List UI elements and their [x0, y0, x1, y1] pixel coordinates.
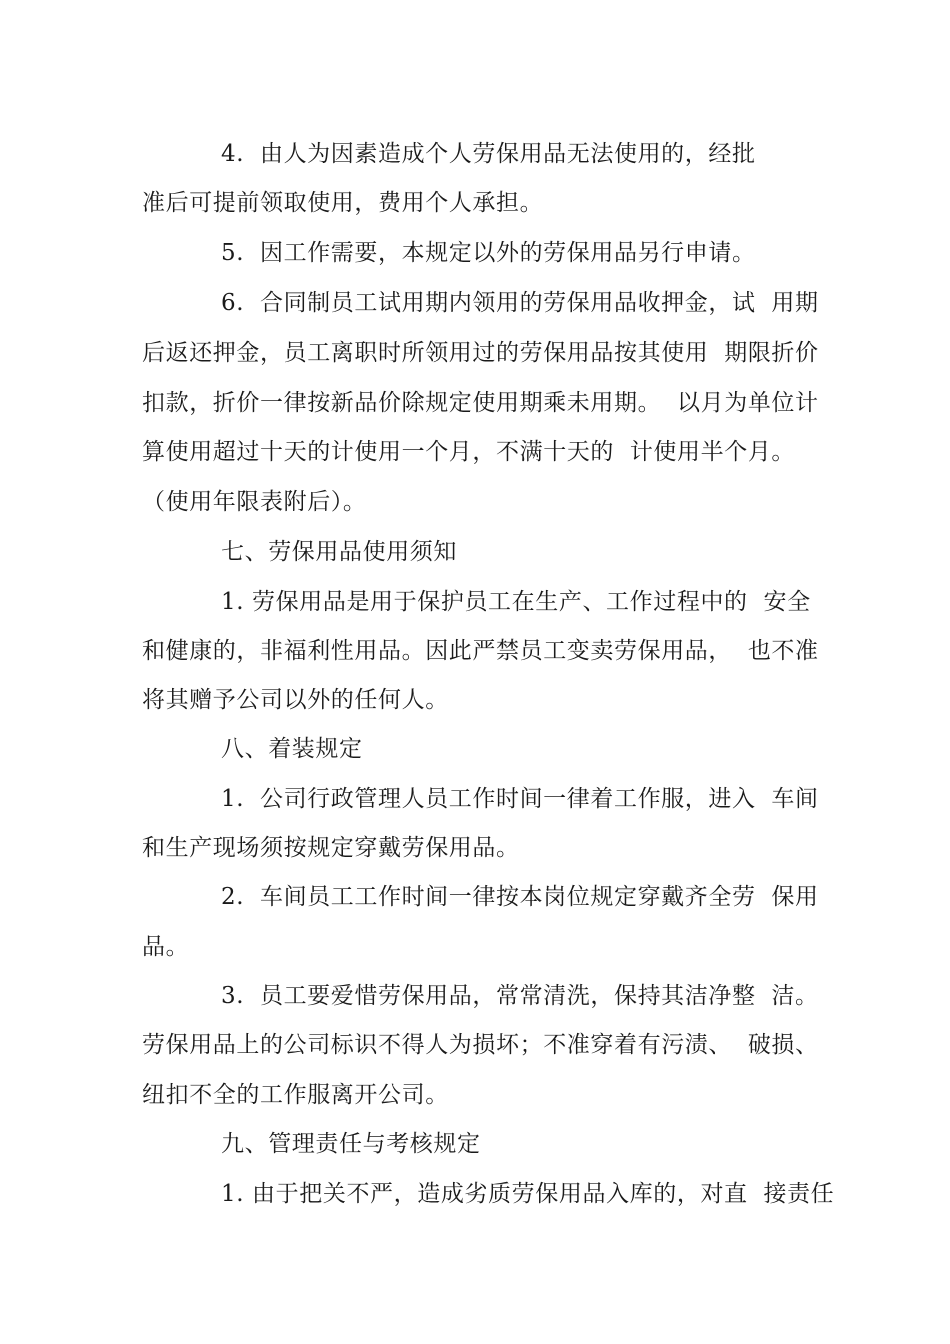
section-9-item-1-line-1: 1. 由于把关不严，造成劣质劳保用品入库的，对直 接责任 — [221, 1181, 835, 1207]
paragraph-6-line-2: 后返还押金，员工离职时所领用过的劳保用品按其使用 期限折价 — [142, 340, 819, 366]
paragraph-5: 5. 因工作需要，本规定以外的劳保用品另行申请。 — [221, 240, 756, 266]
paragraph-4-line-1: 4. 由人为因素造成个人劳保用品无法使用的，经批 — [221, 141, 756, 167]
section-8-item-3-line-3: 纽扣不全的工作服离开公司。 — [142, 1082, 449, 1108]
section-9-heading: 九、管理责任与考核规定 — [221, 1131, 481, 1157]
section-7-item-1-line-3: 将其赠予公司以外的任何人。 — [142, 687, 449, 713]
paragraph-6-line-3: 扣款，折价一律按新品价除规定使用期乘未用期。 以月为单位计 — [142, 390, 819, 416]
section-7-item-1-line-1: 1. 劳保用品是用于保护员工在生产、工作过程中的 安全 — [221, 589, 811, 615]
section-8-item-2-line-2: 品。 — [142, 934, 190, 960]
section-8-item-3-line-1: 3. 员工要爱惜劳保用品，常常清洗，保持其洁净整 洁。 — [221, 983, 819, 1009]
section-8-heading: 八、着装规定 — [221, 736, 363, 762]
section-8-item-1-line-2: 和生产现场须按规定穿戴劳保用品。 — [142, 835, 520, 861]
paragraph-6-line-4: 算使用超过十天的计使用一个月，不满十天的 计使用半个月。 — [142, 439, 796, 465]
paragraph-6-line-1: 6. 合同制员工试用期内领用的劳保用品收押金，试 用期 — [221, 290, 819, 316]
section-8-item-1-line-1: 1. 公司行政管理人员工作时间一律着工作服，进入 车间 — [221, 786, 819, 812]
paragraph-4-line-2: 准后可提前领取使用，费用个人承担。 — [142, 190, 544, 216]
paragraph-6-line-5: （使用年限表附后）。 — [142, 489, 367, 515]
section-8-item-2-line-1: 2. 车间员工工作时间一律按本岗位规定穿戴齐全劳 保用 — [221, 884, 819, 910]
section-7-heading: 七、劳保用品使用须知 — [221, 539, 457, 565]
section-8-item-3-line-2: 劳保用品上的公司标识不得人为损坏；不准穿着有污渍、 破损、 — [142, 1032, 819, 1058]
section-7-item-1-line-2: 和健康的，非福利性用品。因此严禁员工变卖劳保用品， 也不准 — [142, 638, 819, 664]
